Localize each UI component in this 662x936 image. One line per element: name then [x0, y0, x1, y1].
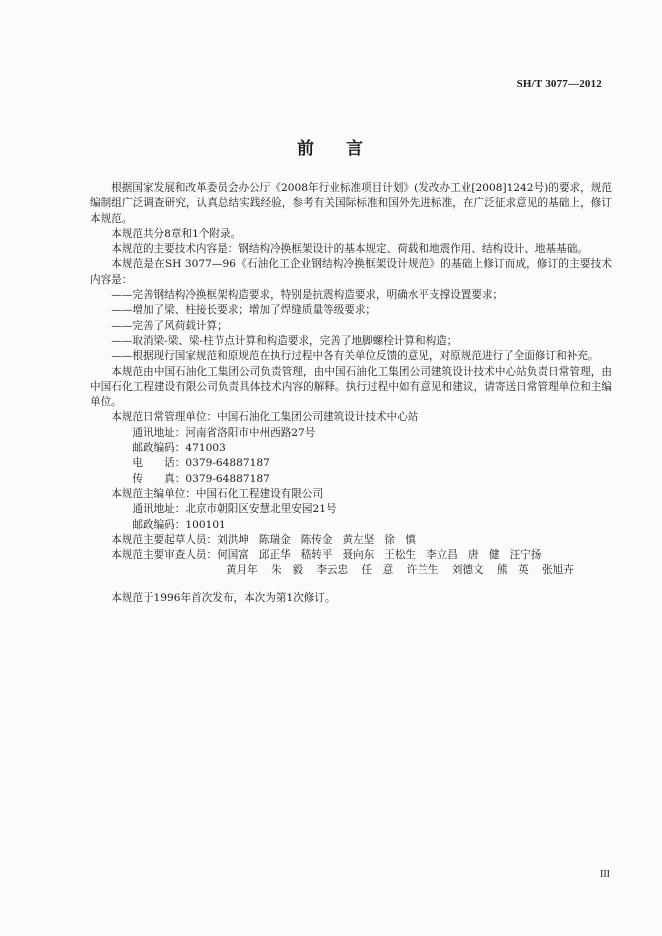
dash-item: ——取消梁-梁、梁-柱节点计算和构造要求，完善了地脚螺栓计算和构造； — [111, 334, 458, 347]
title-char-2: 言 — [346, 139, 365, 159]
reviewer-name: 王松生 — [384, 549, 417, 562]
drafter-name: 陈传金 — [300, 533, 333, 546]
reviewer-name: 刘德文 — [451, 564, 484, 577]
reviewer-name: 张旭卉 — [542, 564, 574, 577]
standard-code: SH/T 3077—2012 — [516, 78, 602, 90]
reviewer-name: 任 意 — [361, 564, 394, 577]
reviewer-name: 熊 英 — [496, 564, 529, 577]
drafters-names — [217, 533, 426, 548]
dash-item: ——增加了梁、柱接长要求；增加了焊缝质量等级要求； — [111, 304, 377, 317]
drafters-row — [90, 533, 612, 548]
management-address: 通讯地址：河南省洛阳市中州西路27号 — [132, 426, 316, 439]
reviewer-name: 邱正华 — [258, 549, 291, 562]
management-postcode: 邮政编码：471003 — [132, 442, 226, 455]
paragraph-basis: 根据国家发展和改革委员会办公厅《2008年行业标准项目计划》(发改办工业[2008]1242号)的要求，规范编制组广泛调查研究，认真总结实践经验，参考有关国际标准和国外先进标准，在广泛征求意见的基础上，修订本规范。 — [90, 182, 612, 225]
reviewer-name: 朱 毅 — [271, 564, 303, 577]
reviewer-name: 唐 健 — [467, 549, 500, 562]
reviewer-name: 嵇转平 — [300, 549, 333, 562]
reviewer-name: 何国富 — [217, 549, 249, 562]
drafter-name: 陈瑞金 — [258, 533, 291, 546]
foreword-body — [90, 181, 612, 606]
editor-unit: 本规范主编单位：中国石化工程建设有限公司 — [111, 487, 324, 500]
paragraph-release-info: 本规范于1996年首次发布，本次为第1次修订。 — [111, 591, 336, 604]
editor-postcode: 邮政编码：100101 — [132, 518, 226, 531]
drafters-label: 本规范主要起草人员： — [111, 533, 218, 546]
reviewer-name: 聂向东 — [342, 549, 375, 562]
management-fax: 传 真：0379-64887187 — [132, 472, 270, 485]
management-unit: 本规范日常管理单位：中国石油化工集团公司建筑设计技术中心站 — [111, 411, 419, 424]
reviewer-name: 黄月年 — [226, 564, 258, 577]
management-phone: 电 话：0379-64887187 — [132, 457, 270, 470]
reviewer-name: 李立昌 — [426, 549, 458, 562]
reviewers-label: 本规范主要审查人员： — [111, 549, 218, 562]
reviewers-names — [217, 548, 551, 563]
paragraph-revision: 本规范是在SH 3077—96《石油化工企业钢结构冷换框架设计规范》的基础上修订而成，修订的主要技术内容是： — [90, 258, 612, 286]
paragraph-main-content: 本规范的主要技术内容是：钢结构冷换框架设计的基本规定、荷载和地震作用、结构设计、地基基础。 — [111, 243, 588, 256]
editor-address: 通讯地址：北京市朝阳区安慧北里安园21号 — [132, 503, 337, 516]
reviewer-name: 李云忠 — [316, 564, 349, 577]
drafter-name: 徐 慎 — [384, 533, 417, 546]
dash-item: ——完善钢结构冷换框架构造要求，特别是抗震构造要求，明确水平支撑设置要求； — [111, 289, 504, 302]
page-title — [0, 134, 662, 159]
paragraph-management: 本规范由中国石油化工集团公司负责管理，由中国石油化工集团公司建筑设计技术中心站负责日常管理，由中国石化工程建设有限公司负责具体技术内容的解释。执行过程中如有意见和建议，请寄送日常管理单位和主编单位。 — [90, 365, 612, 409]
drafter-name: 刘洪坤 — [217, 533, 249, 546]
reviewer-name: 汪宁扬 — [509, 549, 542, 562]
reviewers-names-row2 — [90, 563, 612, 578]
page-number: III — [600, 869, 610, 880]
drafter-name: 黄左坚 — [342, 533, 375, 546]
paragraph-structure: 本规范共分8章和1个附录。 — [111, 227, 242, 240]
reviewers-row — [90, 548, 612, 563]
dash-item: ——完善了风荷载计算； — [111, 319, 228, 332]
reviewer-name: 许兰生 — [406, 564, 439, 577]
title-char-1: 前 — [297, 139, 316, 159]
dash-item: ——根据现行国家规范和原规范在执行过程中各有关单位反馈的意见，对原规范进行了全面修订和补充。 — [111, 350, 599, 363]
